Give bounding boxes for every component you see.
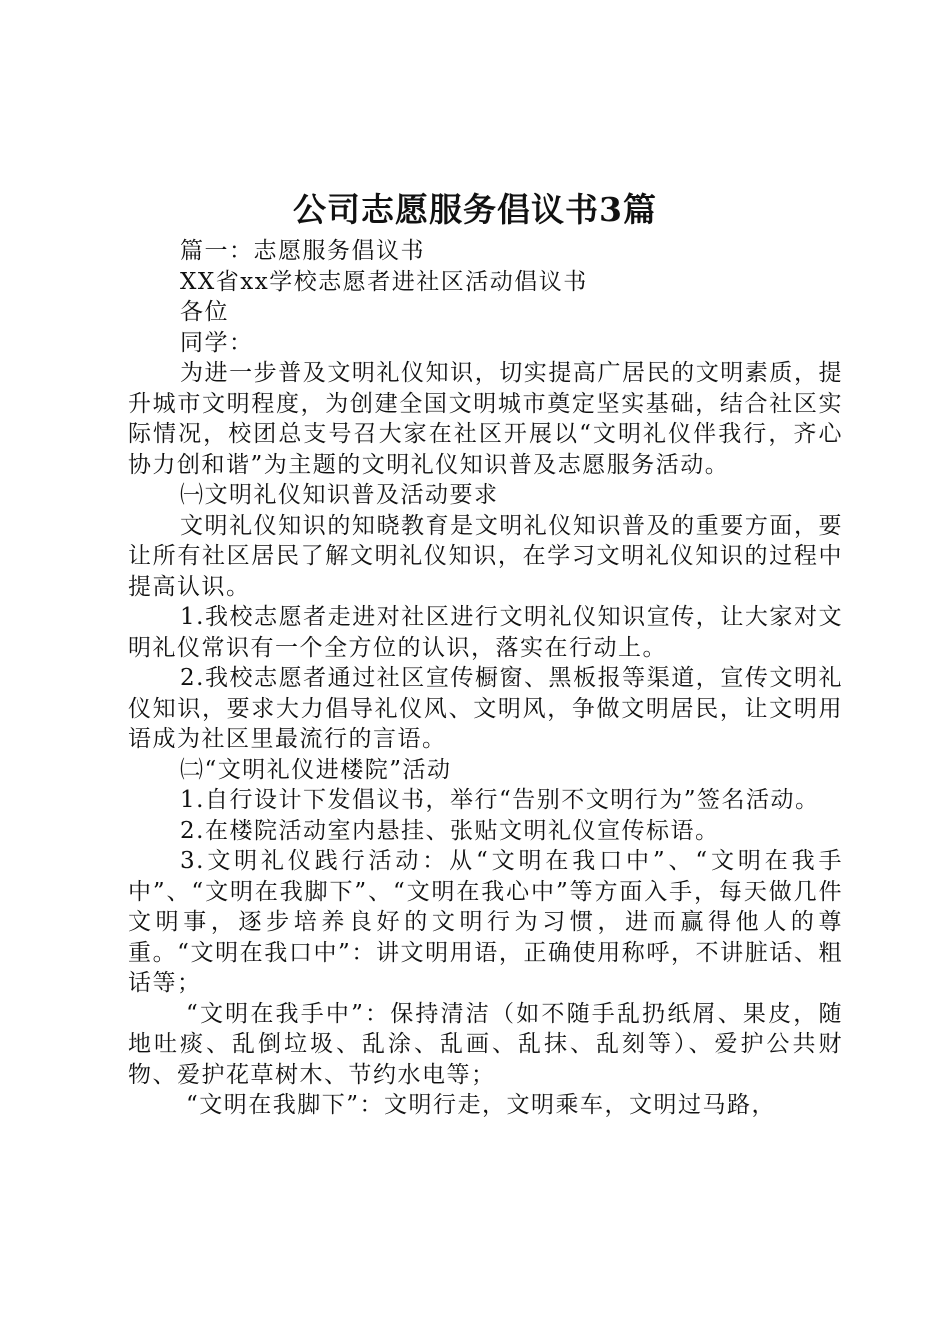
paragraph: ㈡“文明礼仪进楼院”活动 <box>180 756 452 783</box>
document-title: 公司志愿服务倡议书3篇 <box>293 190 657 229</box>
paragraph: 为进一步普及文明礼仪知识，切实提高广居民的文明素质，提升城市文明程度，为创建全国文明城市奠定坚实基础，结合社区实际情况，校团总支号召大家在社区开展以“文明礼仪伴我行，齐心协力创和谐”为主题的文明礼仪知识普及志愿服务活动。 <box>128 360 843 478</box>
paragraph: 1.我校志愿者走进对社区进行文明礼仪知识宣传，让大家对文明礼仪常识有一个全方位的认识，落实在行动上。 <box>128 604 843 661</box>
paragraph: “文明在我脚下”：文明行走，文明乘车，文明过马路， <box>186 1092 777 1118</box>
paragraph: 文明礼仪知识的知晓教育是文明礼仪知识普及的重要方面，要让所有社区居民了解文明礼仪知识，在学习文明礼仪知识的过程中提高认识。 <box>128 512 843 600</box>
paragraph: 3.文明礼仪践行活动：从“文明在我口中”、“文明在我手中”、“文明在我脚下”、“文明在我心中”等方面入手，每天做几件文明事，逐步培养良好的文明行为习惯，进而赢得他人的尊重。“文明在我口中”：讲文明用语，正确使用称呼，不讲脏话、粗话等； <box>128 848 843 996</box>
document-body <box>128 236 843 1121</box>
paragraph: “文明在我手中”：保持清洁（如不随手乱扔纸屑、果皮，随地吐痰、乱倒垃圾、乱涂、乱画、乱抹、乱刻等）、爱护公共财物、爱护花草树木、节约水电等； <box>128 1000 843 1088</box>
paragraph: 1.自行设计下发倡议书，举行“告别不文明行为”签名活动。 <box>180 787 820 813</box>
paragraph: XX省xx学校志愿者进社区活动倡议书 <box>180 268 588 295</box>
paragraph: 2.在楼院活动室内悬挂、张贴文明礼仪宣传标语。 <box>180 817 720 844</box>
paragraph: 2.我校志愿者通过社区宣传橱窗、黑板报等渠道，宣传文明礼仪知识，要求大力倡导礼仪风、文明风，争做文明居民，让文明用语成为社区里最流行的言语。 <box>128 665 843 752</box>
paragraph: 篇一：志愿服务倡议书 <box>180 238 425 264</box>
paragraph: ㈠文明礼仪知识普及活动要求 <box>180 482 499 508</box>
paragraph: 同学： <box>180 329 254 356</box>
paragraph: 各位 <box>180 299 229 325</box>
